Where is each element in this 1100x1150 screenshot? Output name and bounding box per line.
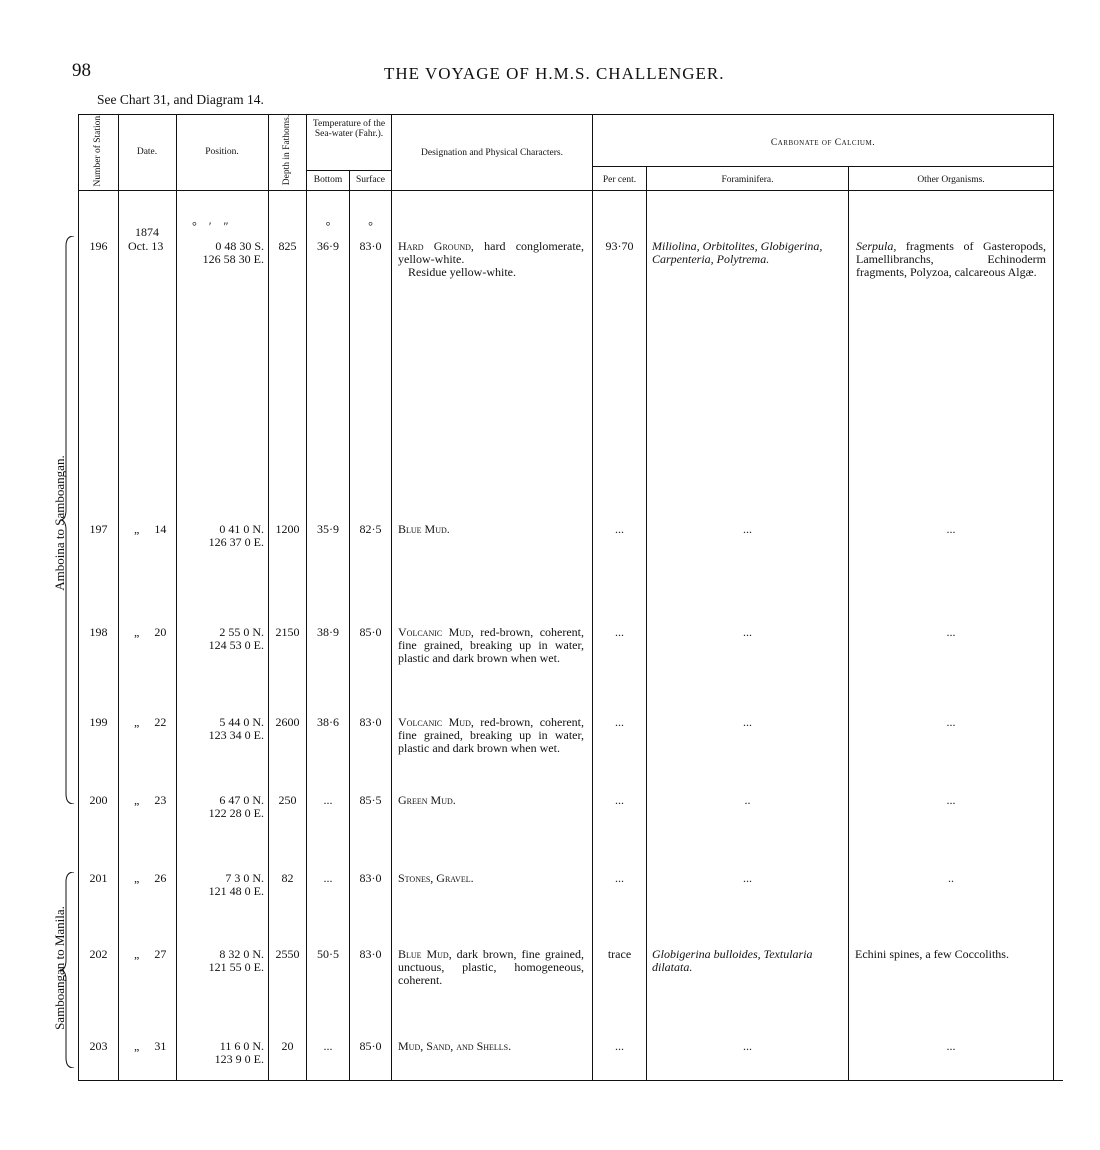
bottom-temp: ... <box>323 871 333 885</box>
foraminifera: Globigerina bulloides, Textularia dilatata. <box>652 947 813 974</box>
depth: 2600 <box>275 715 300 729</box>
bottom-temp: 38·6 <box>317 715 339 729</box>
designation: Volcanic Mud, red-brown, coherent, fine grained, breaking up in water, plastic and dark brown when wet. <box>398 715 585 755</box>
header-carbonate: Carbonate of Calcium. <box>770 138 876 148</box>
date: „ 27 <box>134 947 167 961</box>
position-units: °′″ <box>192 219 241 233</box>
designation: Hard Ground, hard conglomerate, yellow-white. Residue yellow-white. <box>398 239 584 279</box>
header-designation: Designation and Physical Characters. <box>421 148 563 158</box>
foraminifera: ... <box>743 1039 752 1053</box>
carbonate-percent: ... <box>615 871 624 885</box>
header-depth: Depth in Fathoms. <box>282 114 292 186</box>
designation: Green Mud. <box>398 793 456 807</box>
foraminifera: Miliolina, Orbitolites, Globigerina, Carpenteria, Polytrema. <box>652 239 823 266</box>
designation: Blue Mud, dark brown, fine grained, unctuous, plastic, homogeneous, coherent. <box>398 947 585 987</box>
foraminifera: ... <box>743 871 752 885</box>
other-organisms: ... <box>946 793 956 807</box>
designation: Mud, Sand, and Shells. <box>398 1039 512 1053</box>
date: „ 22 <box>134 715 167 729</box>
date: „ 31 <box>134 1039 167 1053</box>
other-organisms: ... <box>946 625 956 639</box>
foraminifera: .. <box>744 793 751 807</box>
other-organisms: Echini spines, a few Coccoliths. <box>855 947 1009 961</box>
header-foraminifera: Foraminifera. <box>721 175 774 185</box>
latitude: 6 47 0 N. <box>219 793 264 807</box>
depth: 1200 <box>275 522 300 536</box>
page-number: 98 <box>72 60 91 81</box>
carbonate-percent: ... <box>615 522 624 536</box>
header-temperature: Temperature of the Sea-water (Fahr.). <box>312 119 386 139</box>
bottom-temp: 36·9 <box>317 239 339 253</box>
latitude: 8 32 0 N. <box>219 947 264 961</box>
date: „ 14 <box>134 522 167 536</box>
header-other: Other Organisms. <box>917 175 985 185</box>
station-number: 197 <box>89 522 108 536</box>
foraminifera: ... <box>743 715 752 729</box>
depth: 2550 <box>275 947 300 961</box>
latitude: 7 3 0 N. <box>225 871 264 885</box>
foraminifera: ... <box>743 625 752 639</box>
depth: 82 <box>281 871 294 885</box>
carbonate-percent: ... <box>615 715 624 729</box>
carbonate-percent: trace <box>607 947 632 961</box>
header-percent: Per cent. <box>602 175 637 185</box>
surface-temp: 83·0 <box>359 239 382 253</box>
latitude: 5 44 0 N. <box>219 715 264 729</box>
latitude: 2 55 0 N. <box>219 625 264 639</box>
station-number: 201 <box>89 871 108 885</box>
designation: Stones, Gravel. <box>398 871 474 885</box>
other-organisms: ... <box>946 1039 956 1053</box>
bottom-temp: 38·9 <box>317 625 339 639</box>
station-number: 203 <box>89 1039 108 1053</box>
surface-temp: 83·0 <box>359 715 382 729</box>
header-date: Date. <box>136 147 158 157</box>
depth: 20 <box>281 1039 294 1053</box>
latitude: 0 48 30 S. <box>215 239 264 253</box>
chart-reference: See Chart 31, and Diagram 14. <box>97 92 264 107</box>
bottom-temp: ... <box>323 793 333 807</box>
longitude: 121 55 0 E. <box>208 960 264 974</box>
station-number: 200 <box>89 793 108 807</box>
depth: 825 <box>278 239 297 253</box>
bottom-temp: 50·5 <box>317 947 339 961</box>
surface-unit: ° <box>368 219 373 233</box>
longitude: 122 28 0 E. <box>208 806 264 820</box>
longitude: 126 58 30 E. <box>202 252 264 266</box>
longitude: 123 9 0 E. <box>214 1052 264 1066</box>
surface-temp: 83·0 <box>359 947 382 961</box>
longitude: 126 37 0 E. <box>208 535 264 549</box>
date: Oct. 13 <box>128 239 164 253</box>
date: „ 20 <box>134 625 167 639</box>
header-station: Number of Station. <box>93 113 103 187</box>
bottom-unit: ° <box>325 219 331 233</box>
carbonate-percent: ... <box>615 793 624 807</box>
other-organisms: .. <box>948 871 954 885</box>
carbonate-percent: ... <box>615 625 624 639</box>
surface-temp: 82·5 <box>359 522 382 536</box>
designation: Blue Mud. <box>398 522 450 536</box>
running-title: THE VOYAGE OF H.M.S. CHALLENGER. <box>384 64 725 83</box>
date: „ 26 <box>134 871 167 885</box>
header-position: Position. <box>205 147 239 157</box>
other-organisms: ... <box>946 522 956 536</box>
header-surface: Surface <box>355 175 385 185</box>
surface-temp: 85·0 <box>359 625 382 639</box>
other-organisms: ... <box>946 715 956 729</box>
designation: Volcanic Mud, red-brown, coherent, fine grained, breaking up in water, plastic and dark brown when wet. <box>398 625 585 665</box>
station-number: 196 <box>89 239 108 253</box>
side-label-samboangan: Samboangan to Manila. <box>52 906 67 1030</box>
year: 1874 <box>135 225 159 239</box>
station-number: 199 <box>89 715 108 729</box>
foraminifera: ... <box>743 522 752 536</box>
station-number: 198 <box>89 625 108 639</box>
surface-temp: 85·5 <box>359 793 382 807</box>
surface-temp: 83·0 <box>359 871 382 885</box>
latitude: 11 6 0 N. <box>219 1039 264 1053</box>
surface-temp: 85·0 <box>359 1039 382 1053</box>
bottom-temp: ... <box>323 1039 333 1053</box>
date: „ 23 <box>134 793 167 807</box>
depth: 2150 <box>275 625 300 639</box>
station-number: 202 <box>89 947 108 961</box>
carbonate-percent: ... <box>615 1039 624 1053</box>
side-label-amboina: Amboina to Samboangan. <box>52 455 67 591</box>
latitude: 0 41 0 N. <box>219 522 264 536</box>
bottom-temp: 35·9 <box>317 522 339 536</box>
other-organisms: Serpula, fragments of Gasteropods, Lamellibranchs, Echinoderm fragments, Polyzoa, calcareous Algæ. <box>856 239 1046 279</box>
depth: 250 <box>278 793 297 807</box>
longitude: 121 48 0 E. <box>208 884 264 898</box>
carbonate-percent: 93·70 <box>605 239 634 253</box>
longitude: 124 53 0 E. <box>208 638 264 652</box>
longitude: 123 34 0 E. <box>208 728 264 742</box>
header-bottom: Bottom <box>313 175 343 185</box>
